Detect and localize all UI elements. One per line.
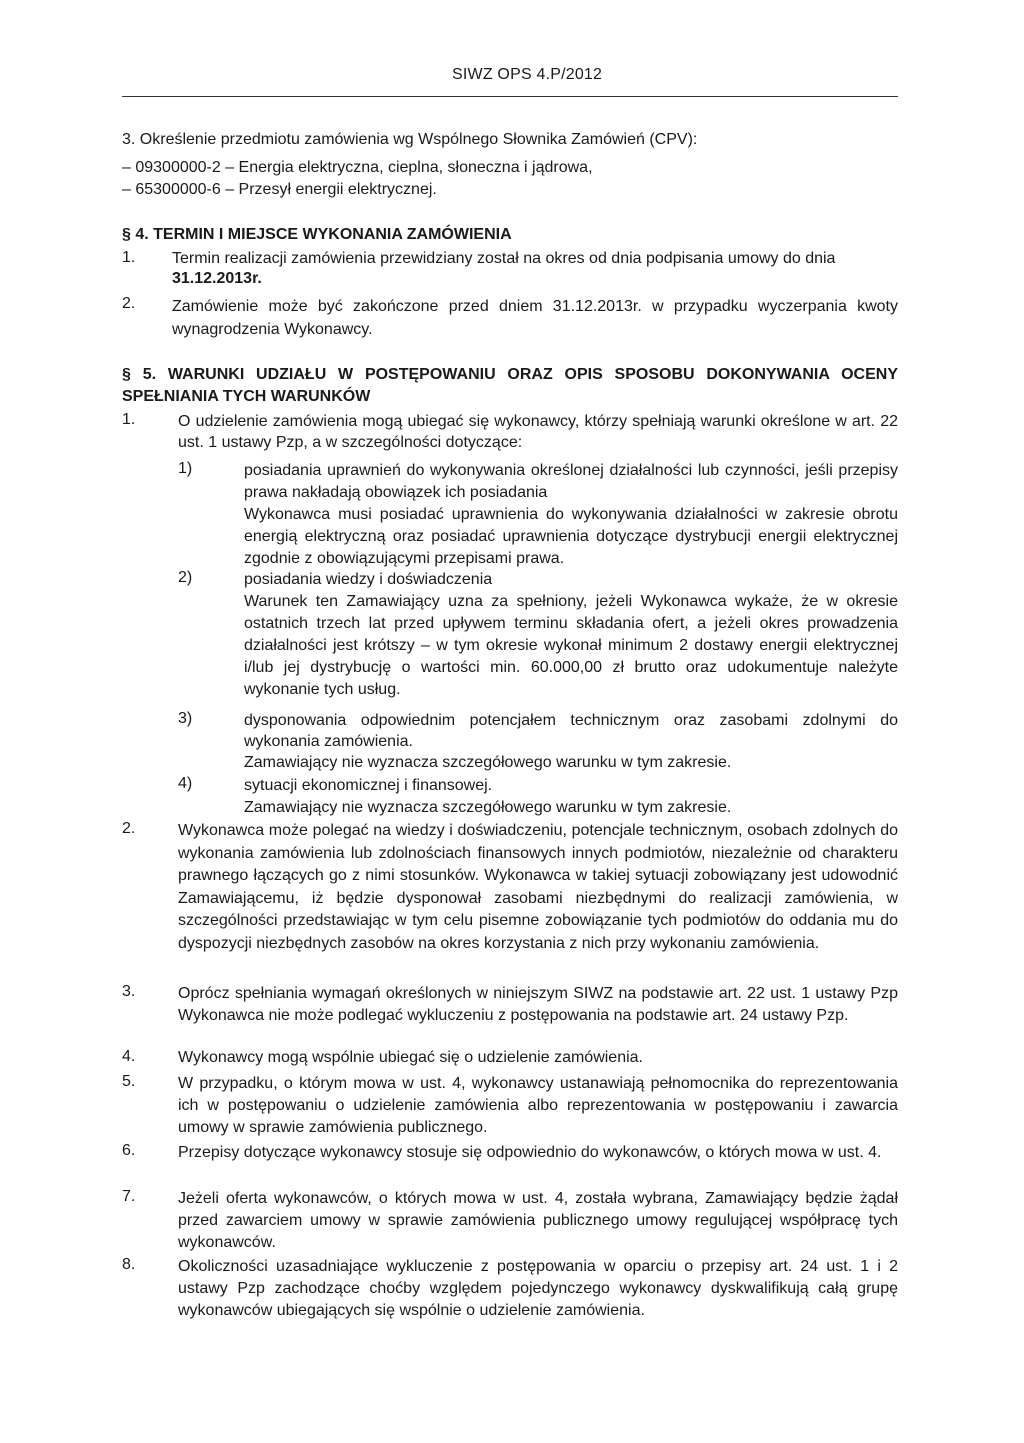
list-number: 3. xyxy=(122,983,136,1000)
sub-item-detail: Wykonawca musi posiadać uprawnienia do wykonywania działalności w zakresie obrotu energią elektryczną oraz posiadać uprawnienia dotyczące dystrybucji energii elektrycznej zgodnie z obowiązującymi przepisami prawa. xyxy=(244,506,898,567)
cpv-heading: 3. Określenie przedmiotu zamówienia wg Wspólnego Słownika Zamówień (CPV): xyxy=(122,131,698,148)
end-date: 31.12.2013r. xyxy=(172,270,262,287)
list-number: 4. xyxy=(122,1048,136,1065)
list-item-text: Termin realizacji zamówienia przewidziany został na okres od dnia podpisania umowy do dnia xyxy=(172,250,836,267)
sub-item-text: posiadania wiedzy i doświadczenia xyxy=(244,571,493,588)
list-item: W przypadku, o którym mowa w ust. 4, wykonawcy ustanawiają pełnomocnika do reprezentowania ich w postępowaniu o udzielenie zamówienia albo reprezentowania w postępowaniu i zawarcia umowy w sprawie zamówienia publicznego. xyxy=(178,1075,898,1136)
sub-item-detail: Zamawiający nie wyznacza szczegółowego warunku w tym zakresie. xyxy=(244,799,732,816)
list-item: Wykonawca może polegać na wiedzy i doświadczeniu, potencjale technicznym, osobach zdolnych do wykonania zamówienia lub zdolnościach finansowych innych podmiotów, niezależnie od charakteru prawnego łączących go z nimi stosunków. Wykonawca w takiej sytuacji zobowiązany jest udowodnić Zamawiającemu, iż będzie dysponował zasobami niezbędnymi do realizacji zamówienia, w szczególności przedstawiając w tym celu pisemne zobowiązanie tych podmiotów do oddania mu do dyspozycji niezbędnych zasobów na okres korzystania z nich przy wykonaniu zamówienia. xyxy=(178,822,898,952)
list-number: 7. xyxy=(122,1188,136,1205)
sub-number: 3) xyxy=(178,710,193,727)
list-item: Wykonawcy mogą wspólnie ubiegać się o udzielenie zamówienia. xyxy=(178,1049,643,1066)
sub-item xyxy=(244,710,898,773)
list-number: 2. xyxy=(122,820,136,837)
section-4-heading: § 4. TERMIN I MIEJSCE WYKONANIA ZAMÓWIENIA xyxy=(122,226,512,243)
list-number: 5. xyxy=(122,1073,136,1090)
document-code: SIWZ OPS 4.P/2012 xyxy=(452,66,603,83)
list-number: 1. xyxy=(122,411,136,428)
list-number: 1. xyxy=(122,249,136,266)
sub-item-text: dysponowania odpowiednim potencjałem technicznym oraz zasobami zdolnymi do wykonania zamówienia. xyxy=(244,712,898,750)
sub-item-detail: Warunek ten Zamawiający uzna za spełniony, jeżeli Wykonawca wykaże, że w okresie ostatnich trzech lat przed upływem terminu składania ofert, a jeżeli okres prowadzenia działalności jest krótszy – w tym okresie wykonał minimum 2 dostawy energii elektrycznej i/lub jej dystrybucję o wartości min. 60.000,00 zł brutto oraz udokumentuje należyte wykonanie tych usług. xyxy=(244,593,898,698)
sub-item-text: sytuacji ekonomicznej i finansowej. xyxy=(244,777,493,794)
sub-item xyxy=(244,775,898,819)
list-item: Oprócz spełniania wymagań określonych w niniejszym SIWZ na podstawie art. 22 ust. 1 ustawy Pzp Wykonawca nie może podlegać wykluczeniu z postępowania na podstawie art. 24 ustawy Pzp. xyxy=(178,985,898,1024)
list-number: 8. xyxy=(122,1256,136,1273)
sub-number: 1) xyxy=(178,460,193,477)
header-rule xyxy=(122,96,898,97)
sub-number: 2) xyxy=(178,569,193,586)
list-item xyxy=(172,249,898,289)
page-header xyxy=(122,66,898,84)
sub-item xyxy=(244,460,898,570)
sub-number: 4) xyxy=(178,775,193,792)
section-5-heading: § 5. WARUNKI UDZIAŁU W POSTĘPOWANIU ORAZ OPIS SPOSOBU DOKONYWANIA OCENY SPEŁNIANIA TYCH WARUNKÓW xyxy=(122,366,898,405)
cpv-item: – 09300000-2 – Energia elektryczna, cieplna, słoneczna i jądrowa, xyxy=(122,159,593,176)
list-item: O udzielenie zamówienia mogą ubiegać się wykonawcy, którzy spełniają warunki określone w art. 22 ust. 1 ustawy Pzp, a w szczególności dotyczące: xyxy=(178,413,898,451)
list-number: 2. xyxy=(122,295,136,312)
list-item: Zamówienie może być zakończone przed dniem 31.12.2013r. w przypadku wyczerpania kwoty wynagrodzenia Wykonawcy. xyxy=(172,298,898,338)
list-item: Okoliczności uzasadniające wykluczenie z postępowania w oparciu o przepisy art. 24 ust. 1 i 2 ustawy Pzp zachodzące choćby względem pojedynczego wykonawcy dyskwalifikują całą grupę wykonawców ubiegających się wspólnie o udzielenie zamówienia. xyxy=(178,1258,898,1319)
cpv-item: – 65300000-6 – Przesył energii elektrycznej. xyxy=(122,181,437,198)
sub-item xyxy=(244,569,898,701)
list-item: Przepisy dotyczące wykonawcy stosuje się odpowiednio do wykonawców, o których mowa w ust. 4. xyxy=(178,1144,882,1161)
list-number: 6. xyxy=(122,1142,136,1159)
sub-item-detail: Zamawiający nie wyznacza szczegółowego warunku w tym zakresie. xyxy=(244,754,732,771)
list-item: Jeżeli oferta wykonawców, o których mowa w ust. 4, została wybrana, Zamawiający będzie żądał przed zawarciem umowy w sprawie zamówienia publicznego umowy regulującej współpracę tych wykonawców. xyxy=(178,1190,898,1251)
sub-item-text: posiadania uprawnień do wykonywania określonej działalności lub czynności, jeśli przepisy prawa nakładają obowiązek ich posiadania xyxy=(244,462,898,501)
